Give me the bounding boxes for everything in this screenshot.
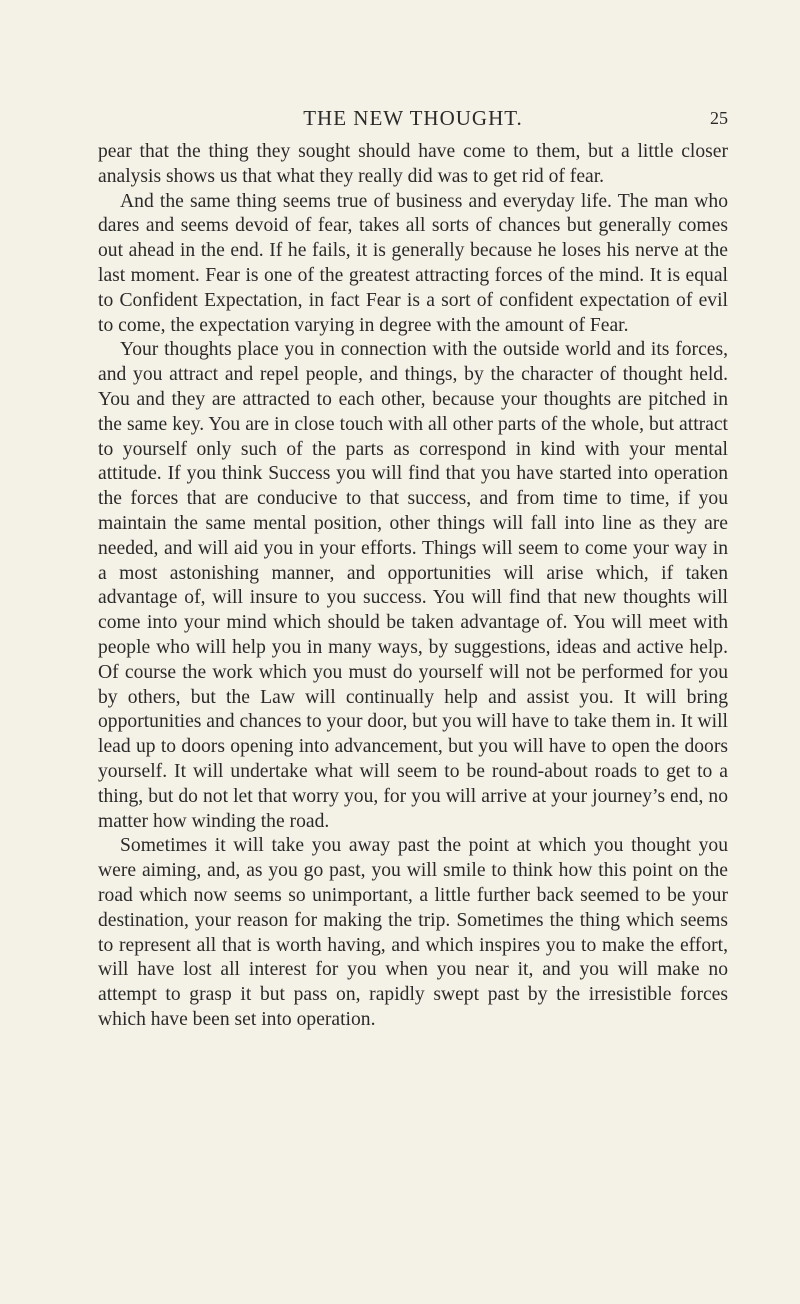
- body-text: [98, 140, 728, 1033]
- paragraph-continued: pear that the thing they sought should have come to them, but a little closer analysis shows us that what they really did was to get rid of fear.: [98, 141, 728, 187]
- paragraph-thoughts-attract: Your thoughts place you in connection with the outside world and its forces, and you attract and repel people, and things, by the character of thought held. You and they are attracted to each other, because your thoughts are pitched in the same key. You are in close touch with all other parts of the whole, but attract to yourself only such of the parts as correspond in kind with your mental attitude. If you think Success you will find that you have started into operation the forces that are conducive to that success, and from time to time, if you maintain the same mental position, other things will fall into line as they are needed, and will aid you in your efforts. Things will seem to come your way in a most astonishing manner, and opportunities will arise which, if taken advantage of, will insure to you success. You will find that new thoughts will come into your mind which should be taken advantage of. You will meet with people who will help you in many ways, by suggestions, ideas and active help. Of course the work which you must do yourself will not be performed for you by others, but the Law will continually help and assist you. It will bring opportunities and chances to your door, but you will have to take them in. It will lead up to doors opening into advancement, but you will have to open the doors yourself. It will undertake what will seem to be round-about roads to get to a thing, but do not let that worry you, for you will arrive at your journey’s end, no matter how winding the road.: [98, 339, 728, 832]
- running-title: THE NEW THOUGHT.: [303, 106, 523, 130]
- paragraph-business-fear: And the same thing seems true of business and everyday life. The man who dares and seems devoid of fear, takes all sorts of chances but generally comes out ahead in the end. If he fails, it is generally because he loses his nerve at the last moment. Fear is one of the greatest attracting forces of the mind. It is equal to Confident Expectation, in fact Fear is a sort of confident expectation of evil to come, the expectation varying in degree with the amount of Fear.: [98, 190, 728, 336]
- running-head: [98, 103, 728, 133]
- paragraph-past-the-point: Sometimes it will take you away past the point at which you thought you were aiming, and, as you go past, you will smile to think how this point on the road which now seems so unimportant, a little further back seemed to be your destination, your reason for making the trip. Sometimes the thing which seems to represent all that is worth having, and which inspires you to make the effort, will have lost all interest for you when you near it, and you will make no attempt to grasp it but pass on, rapidly swept past by the irresistible forces which have been set into operation.: [98, 835, 728, 1030]
- page-number: 25: [710, 108, 728, 128]
